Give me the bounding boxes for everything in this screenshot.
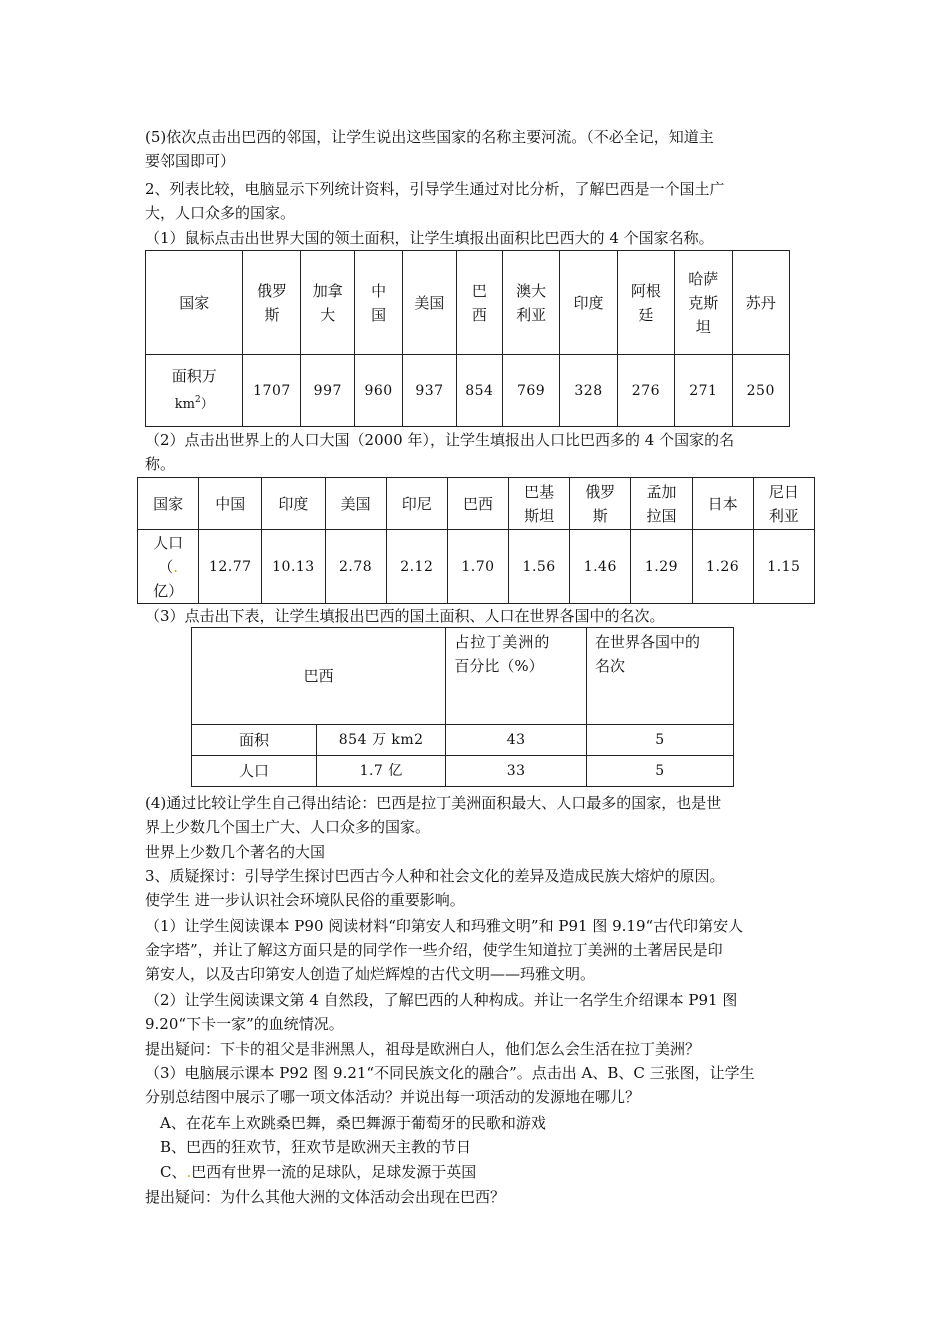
population-value: 1.26: [692, 530, 753, 604]
brazil-row-pct: 43: [446, 725, 587, 756]
paragraph-population-intro: （2）点击出世界上的人口大国（2000 年），让学生填报出人口比巴西多的 4 个国家的名 称。: [145, 431, 735, 473]
paragraph-neighbors: (5)依次点击出巴西的邻国，让学生说出这些国家的名称主要河流。（不必全记，知道主 要邻国即可）: [145, 128, 714, 170]
population-country: 中国: [199, 478, 262, 530]
brazil-row-pct: 33: [446, 756, 587, 787]
population-value: 10.13: [262, 530, 325, 604]
area-value: 271: [675, 355, 732, 427]
population-value: 2.78: [325, 530, 386, 604]
area-country: 俄罗 斯: [243, 251, 301, 355]
paragraph-culture: （3）电脑展示课本 P92 图 9.21“不同民族文化的融合”。点击出 A、B、C 三张图，让学生 分别总结图中展示了哪一项文体活动？并说出每一项活动的发源地在哪儿？: [145, 1064, 755, 1106]
population-country: 尼日 利亚: [753, 478, 814, 530]
area-country: 印度: [560, 251, 617, 355]
population-value: 2.12: [386, 530, 447, 604]
area-row-label: 面积万 $km^2$）: [146, 355, 243, 427]
population-country: 日本: [692, 478, 753, 530]
brazil-table: [191, 627, 734, 787]
item-b: B、巴西的狂欢节，狂欢节是欧洲天主教的节日: [160, 1138, 472, 1156]
area-value: 250: [732, 355, 789, 427]
population-value: 12.77: [199, 530, 262, 604]
paragraph-race: （2）让学生阅读课文第 4 自然段，了解巴西的人种构成。并让一名学生介绍课本 P91 图 9.20“下卡一家”的血统情况。: [145, 991, 738, 1033]
population-row-label: 人口 （. 亿）: [138, 530, 199, 604]
area-value: 328: [560, 355, 617, 427]
population-country: 美国: [325, 478, 386, 530]
area-country: 苏丹: [732, 251, 789, 355]
area-value: 276: [617, 355, 674, 427]
population-header-label: 国家: [138, 478, 199, 530]
area-table: [145, 250, 790, 427]
area-value: 769: [502, 355, 559, 427]
brazil-row-rank: 5: [587, 725, 734, 756]
paragraph-brazil-rank-intro: （3）点击出下表，让学生填报出巴西的国土面积、人口在世界各国中的名次。: [145, 607, 665, 625]
paragraph-conclusion: (4)通过比较让学生自己得出结论：巴西是拉丁美洲面积最大、人口最多的国家，也是世 界上少数几个国土广大、人口众多的国家。: [145, 794, 722, 836]
area-header-label: 国家: [146, 251, 243, 355]
area-country: 阿根 廷: [617, 251, 674, 355]
area-value: 997: [301, 355, 355, 427]
item-a: A、在花车上欢跳桑巴舞，桑巴舞源于葡萄牙的民歌和游戏: [160, 1114, 546, 1132]
paragraph-question-2: 提出疑问：为什么其他大洲的文体活动会出现在巴西？: [145, 1188, 506, 1206]
area-country: 澳大 利亚: [502, 251, 559, 355]
paragraph-maya: （1）让学生阅读课本 P90 阅读材料“印第安人和玛雅文明”和 P91 图 9.19“古代印第安人 金字塔”，并让了解这方面只是的同学作一些介绍，使学生知道拉丁美洲的土著居民是印 第安人，以及古印第安人创造了灿烂辉煌的古代文明——玛雅文明。: [145, 917, 744, 983]
paragraph-compare: 2、列表比较，电脑显示下列统计资料，引导学生通过对比分析，了解巴西是一个国土广 大，人口众多的国家。: [145, 180, 725, 222]
area-value: 937: [403, 355, 457, 427]
population-country: 印度: [262, 478, 325, 530]
area-country: 美国: [403, 251, 457, 355]
brazil-col-pct: 占拉丁美洲的 百分比（%）: [446, 628, 587, 725]
population-country: 巴西: [447, 478, 508, 530]
population-table: [137, 477, 815, 604]
population-country: 印尼: [386, 478, 447, 530]
paragraph-inquiry: 3、质疑探讨：引导学生探讨巴西古今人种和社会文化的差异及造成民族大熔炉的原因。 使学生 进一步认识社会环境队民俗的重要影响。: [145, 867, 725, 909]
area-value: 960: [355, 355, 403, 427]
brazil-row-value: 854 万 km2: [317, 725, 446, 756]
area-country: 中 国: [355, 251, 403, 355]
area-country: 哈萨 克斯 坦: [675, 251, 732, 355]
population-value: 1.29: [631, 530, 692, 604]
brazil-title: 巴西: [192, 628, 446, 725]
population-value: 1.15: [753, 530, 814, 604]
paragraph-area-intro: （1）鼠标点击出世界大国的领土面积，让学生填报出面积比巴西大的 4 个国家名称。: [145, 229, 714, 247]
population-value: 1.70: [447, 530, 508, 604]
area-value: 1707: [243, 355, 301, 427]
population-value: 1.46: [570, 530, 631, 604]
area-value: 854: [456, 355, 502, 427]
population-value: 1.56: [509, 530, 570, 604]
brazil-col-rank: 在世界各国中的 名次: [587, 628, 734, 725]
item-c: C、.巴西有世界一流的足球队，足球发源于英国: [160, 1163, 477, 1181]
area-country: 巴 西: [456, 251, 502, 355]
population-country: 孟加 拉国: [631, 478, 692, 530]
brazil-row-rank: 5: [587, 756, 734, 787]
population-country: 巴基 斯坦: [509, 478, 570, 530]
brazil-row-label: 人口: [192, 756, 317, 787]
area-country: 加拿 大: [301, 251, 355, 355]
population-country: 俄罗 斯: [570, 478, 631, 530]
brazil-row-label: 面积: [192, 725, 317, 756]
paragraph-question-1: 提出疑问：下卡的祖父是非洲黑人，祖母是欧洲白人，他们怎么会生活在拉丁美洲？: [145, 1040, 701, 1058]
brazil-row-value: 1.7 亿: [317, 756, 446, 787]
paragraph-big-countries: 世界上少数几个著名的大国: [145, 843, 326, 861]
